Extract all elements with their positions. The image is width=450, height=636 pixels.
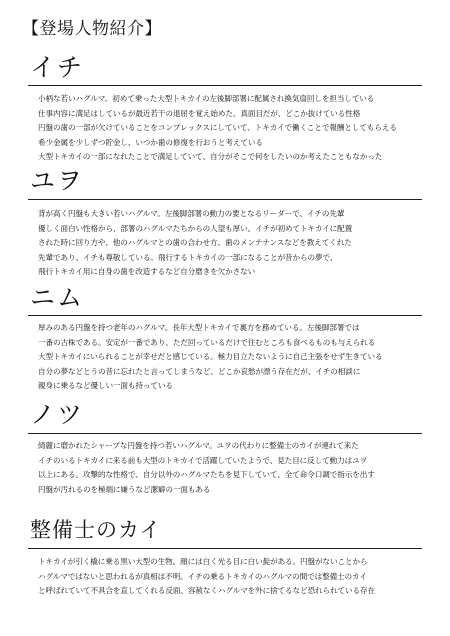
- section-divider: [28, 433, 422, 434]
- character-description: [38, 207, 438, 280]
- description-line: 飛行トキカイ用に自身の歯を改造するなど自分磨きを欠かさない: [38, 267, 256, 277]
- description-line: 以上にある。攻撃的な性格で、自分以外のハグルマたちを見下していて、全て命令口調で指示を出す: [38, 470, 375, 480]
- character-name: ユヲ: [30, 166, 85, 195]
- character-description: [38, 321, 438, 394]
- description-line: イチのいるトキカイに来る前も大型のトキカイで活躍していたようで、見た目に反して動力はユヲ: [38, 455, 368, 465]
- character-description: [38, 92, 438, 165]
- character-name: ノツ: [30, 400, 85, 429]
- description-line: 自分の夢などとうの昔に忘れたと言ってしまうなど、どこか哀愁が漂う存在だが、イチの相談に: [38, 366, 361, 376]
- section-divider: [28, 199, 422, 200]
- description-line: 円盤の歯の一部が欠けていることをコンプレックスにしていて、トキカイで働くことで報酬としてもらえる: [38, 123, 397, 133]
- page-title: 【登場人物紹介】: [22, 19, 162, 39]
- description-line: 一番の古株である。安定が一番であり、ただ回っているだけで住むところも食べるものも与えられる: [38, 337, 376, 347]
- description-line: 大型トキカイにいられることが幸せだと感じている。極力目立たないように自己主張をせず生きている: [38, 352, 383, 362]
- character-name: 整備士のカイ: [30, 518, 162, 542]
- description-line: 円盤が汚れるのを極端に嫌うなど潔癖の一面もある: [38, 484, 211, 494]
- description-line: トキカイが引く橇に乗る黒い大型の生物。顔には白く光る目に白い髭がある。円盤がないことから: [38, 557, 368, 566]
- description-line: 厚みのある円盤を持つ老年のハグルマ。長年大型トキカイで裏方を務めている。左後脚部署では: [38, 323, 360, 332]
- description-line: 背が高く円盤も大きい若いハグルマ。左後脚部署の動力の要となるリーダーで、イチの先輩: [38, 209, 345, 218]
- description-line: 先輩であり、イチも尊敬している。飛行するトキカイの一部になることが昔からの夢で、: [38, 252, 338, 262]
- character-description: [38, 555, 438, 599]
- description-line: 希少金属を少しずつ貯金し、いつか歯の修復を行おうと考えている: [38, 137, 263, 147]
- description-line: 親身に乗るなど優しい一面も持っている: [38, 381, 173, 391]
- description-line: 優しく面白い性格から、部署のハグルマたちからの人望も厚い。イチが初めてトキカイに配置: [38, 223, 353, 233]
- character-name: ニム: [30, 283, 85, 312]
- description-line: と呼ばれていて不具合を直してくれる反面、容赦なくハグルマを外に捨てるなど恐れられている存在: [38, 586, 375, 596]
- section-divider: [28, 85, 422, 86]
- description-line: 大型トキカイの一部になれたことで満足していて、自分がそこで何をしたいのか考えたこともなかった: [38, 152, 383, 162]
- description-line: 綺麗に磨かれたシャープな円盤を持つ若いハグルマ。ユヲの代わりに整備士のカイが連れて来た: [38, 441, 359, 450]
- section-divider: [28, 548, 422, 549]
- character-name: イチ: [30, 53, 85, 82]
- character-description: [38, 439, 438, 497]
- description-line: ハグルマではないと思われるが真相は不明。イチの乗るトキカイのハグルマの間では整備士のカイ: [38, 571, 367, 581]
- section-divider: [28, 315, 422, 316]
- description-line: された時に回り方や、他のハグルマとの歯の合わせ方、歯のメンテナンスなどを教えてくれた: [38, 238, 352, 248]
- description-line: 仕事内容に満足はしているが最近若干の退屈を覚え始めた。真面目だが、どこか抜けている性格: [38, 108, 361, 118]
- description-line: 小柄な若いハグルマ。初めて乗った大型トキカイの左後脚部署に配属され換気扇回しを担当している: [38, 94, 375, 103]
